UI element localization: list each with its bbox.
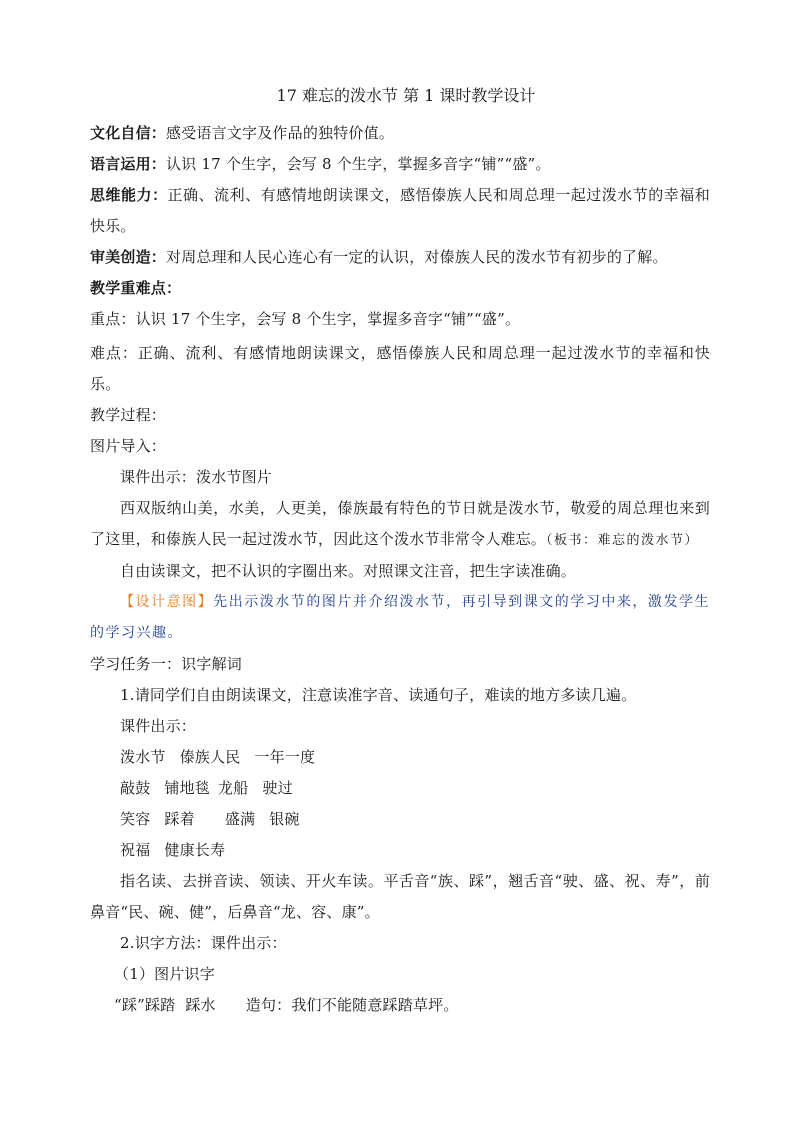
- word-row: [90, 804, 710, 835]
- word: 踩着: [164, 810, 195, 828]
- goal-text: 对周总理和人民心连心有一定的认识，对傣族人民的泼水节有初步的了解。: [166, 248, 668, 266]
- intro-heading: 图片导入：: [90, 437, 167, 455]
- example-word: 踩水: [185, 996, 216, 1014]
- task1-heading: 学习任务一：识字解词: [90, 655, 243, 673]
- task1-courseware: 课件出示：: [120, 717, 197, 735]
- goal-label: 语言运用：: [90, 155, 167, 173]
- word: 泼水节: [120, 748, 166, 766]
- word: 笑容: [120, 810, 151, 828]
- goal-text: 感受语言文字及作品的独特价值。: [166, 124, 395, 142]
- task1-step1: 1.请同学们自由朗读课文，注意读准字音、读通句子，难读的地方多读几遍。: [120, 686, 637, 704]
- task1-step2: 2.识字方法：课件出示：: [120, 934, 287, 952]
- goal-language: [90, 149, 710, 180]
- intro-paragraph: [90, 493, 710, 556]
- goal-text: 正确、流利、有感情地朗读课文，感悟傣族人民和周总理一起过泼水节的幸福和快乐。: [90, 186, 710, 235]
- word-row: [90, 773, 710, 804]
- document-page: [90, 85, 710, 1021]
- word: 健康长寿: [164, 841, 226, 859]
- word: 驶过: [262, 779, 293, 797]
- design-text: 先出示泼水节的图片并介绍泼水节，再引导到课文的学习中来，激发学生的学习兴趣。: [90, 594, 711, 641]
- free-read-instruction: 自由读课文，把不认识的字圈出来。对照课文注音，把生字读准确。: [120, 562, 577, 580]
- word: 铺地毯: [164, 779, 211, 797]
- goal-thinking: [90, 180, 710, 242]
- intro-text: 西双版纳山美，水美，人更美，傣族最有特色的节日就是泼水节，敬爱的周总理也来到了这里，和傣族人民一起过泼水节，因此这个泼水节非常令人难忘。: [90, 499, 710, 548]
- page-title: 17 难忘的泼水节 第 1 课时教学设计: [276, 86, 536, 105]
- word-row: [90, 835, 710, 866]
- difficult-point: 难点：正确、流利、有感情地朗读课文，感悟傣族人民和周总理一起过泼水节的幸福和快乐。: [90, 344, 710, 393]
- word: 祝福: [120, 841, 151, 859]
- sub-heading-picture-literacy: （1）图片识字: [114, 965, 215, 983]
- goal-label: 文化自信：: [90, 124, 167, 142]
- goal-aesthetic: [90, 242, 710, 273]
- word: 银碗: [269, 810, 300, 828]
- word: 盛满: [224, 810, 256, 828]
- goal-culture: [90, 118, 710, 149]
- key-points-heading: 教学重难点：: [90, 279, 182, 297]
- word: 傣族人民: [179, 748, 241, 766]
- example-line: [90, 990, 710, 1021]
- goal-label: 审美创造：: [90, 248, 167, 266]
- design-label: 【设计意图】: [120, 594, 214, 610]
- word: 敲鼓: [120, 779, 151, 797]
- word-row: [90, 742, 710, 773]
- word: 一年一度: [254, 748, 316, 766]
- design-intent: [90, 587, 710, 649]
- example-char: “踩”: [114, 996, 145, 1014]
- board-note: （板书：难忘的泼水节）: [546, 533, 700, 548]
- intro-courseware: 课件出示：泼水节图片: [120, 468, 273, 486]
- example-sentence: 造句：我们不能随意踩踏草坪。: [245, 996, 459, 1014]
- key-point: 重点：认识 17 个生字，会写 8 个生字，掌握多音字“铺”“盛”。: [90, 310, 521, 328]
- goal-text: 认识 17 个生字，会写 8 个生字，掌握多音字“铺”“盛”。: [166, 155, 551, 173]
- example-word: 踩踏: [144, 996, 176, 1014]
- goal-label: 思维能力：: [90, 186, 168, 204]
- process-heading: 教学过程：: [90, 406, 167, 424]
- reading-method: 指名读、去拼音读、领读、开火车读。平舌音“族、踩”，翘舌音“驶、盛、祝、寿”，前鼻音“民、碗、健”，后鼻音“龙、容、康”。: [90, 872, 710, 921]
- word: 龙船: [218, 779, 249, 797]
